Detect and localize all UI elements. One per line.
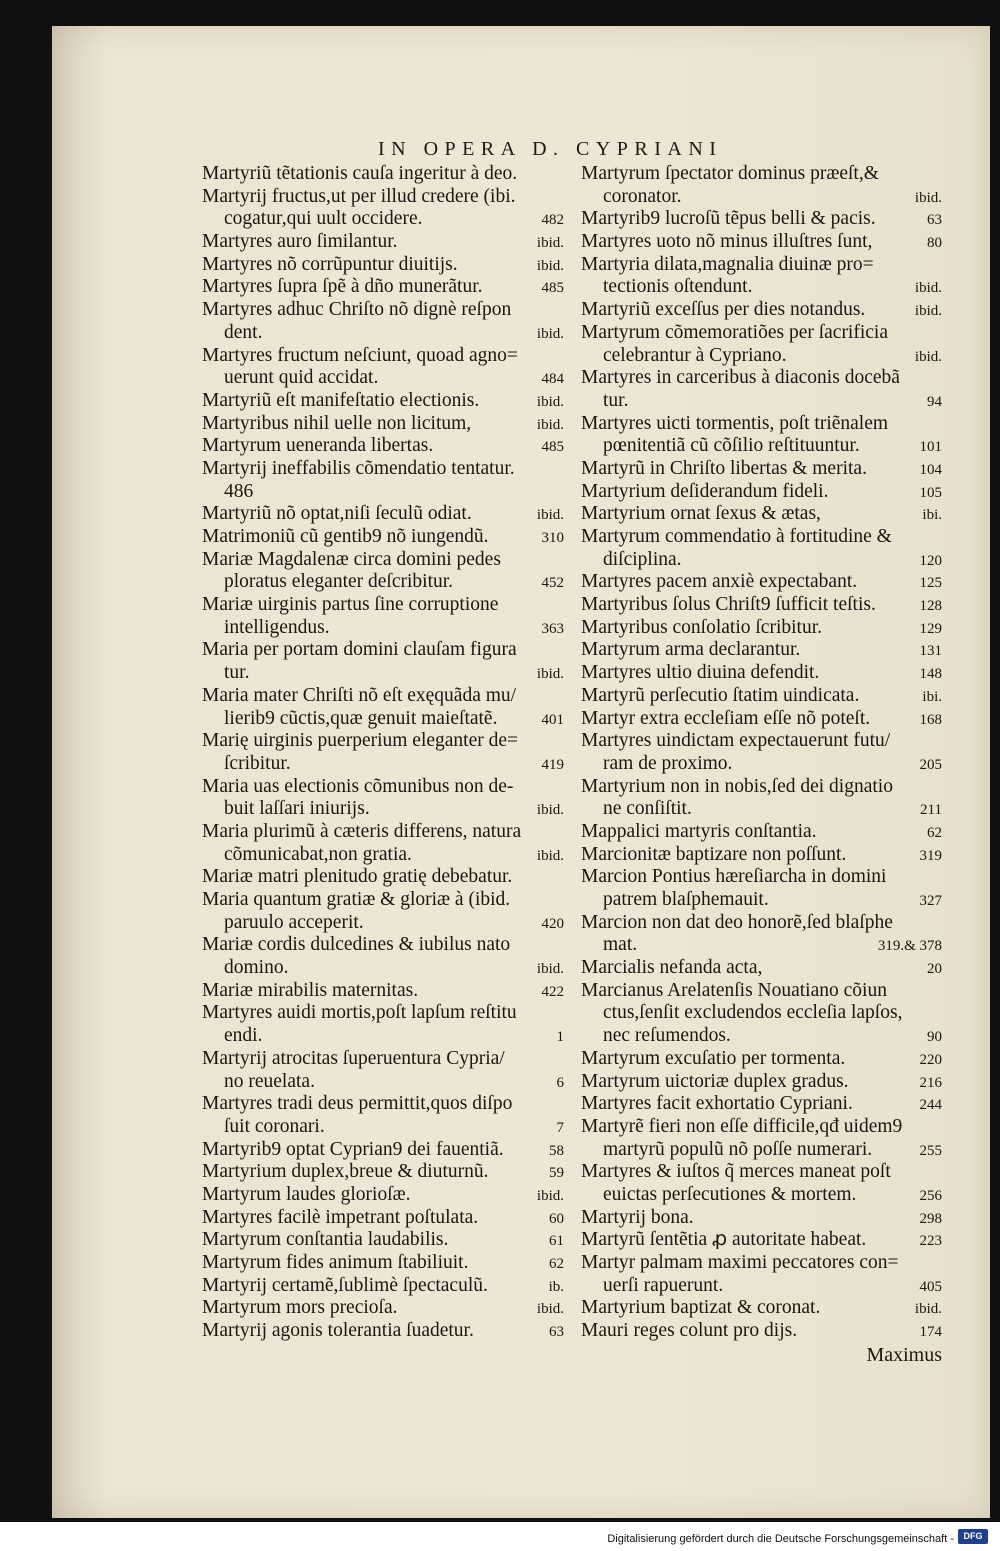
running-header: IN OPERA D. CYPRIANI [378,138,723,160]
index-entry-line [581,367,942,390]
entry-page-ref: 298 [919,1210,942,1227]
index-entry-line [581,1320,942,1343]
index-entry-line [581,299,942,322]
entry-text: intelligendus. [224,616,330,638]
entry-text: Martyrum laudes glorioſæ. [202,1183,411,1205]
entry-page-ref: ibid. [536,393,564,410]
entry-text: paruulo acceperit. [224,911,364,933]
entry-text: Martyriũ nõ optat,niſi ſeculũ odiat. [202,503,472,525]
index-entry-line [202,776,564,799]
entry-text: diſciplina. [603,548,682,570]
entry-page-ref: 255 [919,1142,942,1159]
entry-page-ref: 405 [919,1278,942,1295]
entry-page-ref: 131 [919,643,942,660]
entry-text: Martyrij fructus,ut per illud credere (ibi. [202,185,516,207]
index-entry-line [581,639,942,662]
index-entry-line [581,413,942,436]
entry-text: Martyrum ueneranda libertas. [202,435,434,457]
index-entry-line [581,1139,942,1162]
entry-text: Martyres in carceribus à diaconis docebã [581,367,900,389]
entry-text: Martyrẽ fieri non eſſe difficile,qđ uidem9 [581,1115,903,1137]
entry-text: Martyrum commendatio à fortitudine & [581,526,892,547]
entry-page-ref: 319 [919,847,942,864]
entry-text: Martyrij agonis tolerantia ſuadetur. [202,1320,474,1342]
entry-text: Martyrium duplex,breue & diuturnũ. [202,1161,489,1183]
dfg-logo: DFG [958,1529,988,1544]
entry-text: Maria plurimũ à cæteris differens, natura [202,820,522,842]
entry-text: Martyrij atrocitas ſuperuentura Cypria/ [202,1047,505,1069]
index-entry-line [581,1297,942,1320]
entry-page-ref: 452 [541,575,564,592]
entry-page-ref: 105 [919,484,942,501]
entry-page-ref: ibid. [536,1187,564,1204]
entry-text: 486 [224,480,254,502]
entry-text: Martyr extra eccleſiam eſſe nõ poteſt. [581,707,871,729]
entry-page-ref: ibid. [536,666,564,683]
index-entry-line [581,1184,942,1207]
index-entry-line [202,889,564,912]
index-entry-line [202,617,564,640]
entry-page-ref: ibid. [914,189,942,206]
entry-page-ref: 80 [927,235,942,252]
index-entry-line [202,1048,564,1071]
entry-page-ref: ibi. [922,688,942,705]
index-entry-line [581,549,942,572]
entry-text: uerunt quid accidat. [224,367,379,389]
entry-text: patrem blaſphemauit. [603,889,769,910]
index-entry-line [202,912,564,935]
entry-text: nec reſumendos. [603,1025,731,1047]
index-entry-line [202,1116,564,1139]
entry-text: no reuelata. [224,1070,315,1092]
index-entry-line [581,1071,942,1094]
entry-page-ref: 223 [919,1233,942,1250]
entry-page-ref: ibid. [536,1301,564,1318]
index-entry-line [202,934,564,957]
entry-page-ref: 59 [549,1165,564,1182]
entry-page-ref: ibid. [536,257,564,274]
entry-text: Martyrum uictoriæ duplex gradus. [581,1070,849,1092]
index-entry-line [581,776,942,799]
entry-text: Martyrum conſtantia laudabilis. [202,1229,449,1251]
entry-text: Martyrij bona. [581,1206,694,1228]
entry-page-ref: 148 [919,666,942,683]
entry-page-ref: 420 [541,915,564,932]
entry-page-ref: 7 [556,1119,564,1136]
index-entry-line [581,503,942,526]
index-entry-line [581,821,942,844]
index-entry-line [202,163,564,186]
entry-text: Martyrũ in Chriſto libertas & merita. [581,457,867,479]
entry-text: ploratus eleganter deſcribitur. [224,571,454,593]
entry-text: Maria quantum gratiæ & gloriæ à (ibid. [202,889,511,910]
index-entry-line [581,912,942,935]
index-entry-line [202,549,564,572]
index-column-right [581,163,942,1367]
entry-text: Martyriũ exceſſus per dies notandus. [581,299,866,321]
entry-text: Martyrum cõmemoratiões per ſacrificia [581,321,888,343]
index-entry-line [202,413,564,436]
entry-text: cõmunicabat,non gratia. [224,843,412,865]
entry-text: domino. [224,957,289,979]
entry-page-ref: 90 [927,1029,942,1046]
index-entry-line [581,798,942,821]
entry-text: Martyres uindictam expectauerunt futu/ [581,730,891,752]
entry-text: Martyrij ineffabilis cõmendatio tentatur. [202,457,515,479]
entry-text: Martyrum fides animum ſtabiliuit. [202,1252,469,1273]
entry-text: Martyres fructum neſciunt, quoad agno= [202,344,518,366]
entry-text: euictas perſecutiones & mortem. [603,1183,857,1205]
index-entry-line [581,662,942,685]
index-entry-line [202,1207,564,1230]
index-entry-line [202,844,564,867]
entry-text: Mauri reges colunt pro dijs. [581,1320,798,1342]
entry-text: Martyres & iuſtos q̃ merces maneat poſt [581,1161,891,1183]
entry-page-ref: 168 [919,711,942,728]
entry-page-ref: 101 [919,439,942,456]
entry-page-ref: 62 [549,1256,564,1272]
entry-text: tur. [224,662,250,684]
index-entry-line [202,1071,564,1094]
entry-text: ram de proximo. [603,752,733,774]
entry-text: Martyrum excuſatio per tormenta. [581,1047,846,1069]
entry-page-ref: 244 [919,1097,942,1114]
index-entry-line [581,458,942,481]
entry-text: Martyres uicti tormentis, poſt triẽnalem [581,412,889,434]
entry-page-ref: 216 [919,1074,942,1091]
index-entry-line [581,163,942,186]
index-entry-line [581,730,942,753]
entry-text: Martyribus ſolus Chriſt9 ſufficit teſtis. [581,594,876,616]
index-entry-line [202,571,564,594]
entry-page-ref: ibid. [914,348,942,365]
entry-text: Martyrum ſpectator dominus præeſt,& [581,163,879,184]
index-entry-line [202,730,564,753]
entry-text: Mariæ Magdalenæ circa domini pedes [202,548,501,570]
entry-page-ref: ibid. [536,802,564,819]
entry-page-ref: ibid. [536,416,564,433]
entry-text: Martyrum arma declarantur. [581,639,801,661]
entry-page-ref: 104 [919,461,942,478]
entry-page-ref: ibid. [914,303,942,320]
entry-page-ref: 319.& 378 [877,938,942,955]
entry-page-ref: 6 [556,1074,564,1091]
index-entry-line [581,1207,942,1230]
entry-text: Martyribus conſolatio ſcribitur. [581,616,822,638]
entry-page-ref: ibid. [536,235,564,252]
index-entry-line [202,594,564,617]
entry-text: Martyria dilata,magnalia diuinæ pro= [581,253,874,275]
entry-text: Mappalici martyris conſtantia. [581,820,817,842]
entry-text: mat. [603,934,638,956]
index-entry-line [202,708,564,731]
entry-text: Maria uas electionis cõmunibus non de- [202,775,514,797]
entry-page-ref: 363 [541,620,564,637]
index-entry-line [202,208,564,231]
index-entry-line [202,1025,564,1048]
entry-text: Martyrium ornat ſexus & ætas, [581,503,821,525]
entry-page-ref: 422 [541,983,564,1000]
entry-text: Martyrum mors precioſa. [202,1297,398,1319]
index-entry-line [581,526,942,549]
index-entry-line [202,1161,564,1184]
entry-text: Martyrium baptizat & coronat. [581,1297,821,1319]
entry-text: Martyres ſupra ſpẽ à dño munerãtur. [202,276,483,298]
entry-page-ref: 220 [919,1051,942,1068]
index-entry-line [581,435,942,458]
entry-page-ref: 256 [919,1187,942,1204]
entry-text: Martyres auidi mortis,poſt lapſum reſtitu [202,1002,517,1024]
index-entry-line [581,957,942,980]
entry-page-ref: 485 [541,439,564,456]
entry-page-ref: 63 [927,212,942,229]
index-entry-line [581,889,942,912]
entry-text: Martyrũ perſecutio ſtatim uindicata. [581,684,860,706]
entry-page-ref: ibid. [914,280,942,297]
entry-page-ref: 129 [919,620,942,637]
entry-page-ref: 327 [919,893,942,909]
entry-page-ref: 401 [541,711,564,728]
index-entry-line [202,1139,564,1162]
footer-credit: Digitalisierung gefördert durch die Deutsche Forschungsgemeinschaft - [607,1533,954,1545]
entry-page-ref: 1 [556,1029,564,1046]
entry-text: Martyrib9 optat Cyprian9 dei fauentiã. [202,1138,504,1160]
entry-text: Martyriũ tẽtationis cauſa ingeritur à deo. [202,163,518,184]
entry-text: Martyres facilè impetrant poſtulata. [202,1206,479,1228]
entry-text: Martyres facit exhortatio Cypriani. [581,1093,853,1115]
entry-page-ref: 485 [541,280,564,297]
index-entry-line [202,1297,564,1320]
entry-page-ref: 61 [549,1233,564,1250]
entry-text: Maria per portam domini clauſam figura [202,639,517,661]
index-entry-line [581,753,942,776]
index-entry-line [202,458,564,481]
entry-text: ſcribitur. [224,752,291,774]
index-entry-line [581,1025,942,1048]
index-entry-line [202,526,564,549]
entry-page-ref: 482 [541,212,564,229]
entry-text: martyrũ populũ nõ poſſe numerari. [603,1138,873,1160]
entry-page-ref: ibi. [922,507,942,524]
index-entry-line [202,231,564,254]
index-entry-line [202,1229,564,1252]
index-entry-line [202,481,564,504]
index-entry-line [581,1229,942,1252]
index-entry-line [202,866,564,889]
entry-text: Martyres pacem anxiè expectabant. [581,571,858,593]
index-entry-line [202,1184,564,1207]
entry-page-ref: ibid. [536,325,564,342]
entry-text: buit laſſari iniurijs. [224,798,370,820]
catchword: Maximus [866,1343,942,1366]
entry-page-ref: 128 [919,598,942,615]
index-entry-line [202,503,564,526]
entry-page-ref: 310 [541,530,564,546]
index-entry-line [581,1252,942,1275]
entry-text: Martyribus nihil uelle non licitum, [202,412,472,434]
index-entry-line [202,1002,564,1025]
index-entry-line [202,980,564,1003]
index-entry-line [581,254,942,277]
entry-page-ref: 211 [920,802,942,819]
entry-page-ref: 58 [549,1142,564,1159]
entry-text: Martyrib9 lucroſũ tẽpus belli & pacis. [581,208,876,230]
index-entry-line [581,1048,942,1071]
index-entry-line [202,1320,564,1343]
index-entry-line [581,481,942,504]
index-entry-line [581,1002,942,1025]
entry-text: Marcion Pontius hæreſiarcha in domini [581,866,887,888]
entry-page-ref: ib. [548,1278,564,1295]
index-entry-line [581,617,942,640]
entry-page-ref: 62 [927,824,942,841]
index-entry-line [581,1161,942,1184]
index-entry-line [581,685,942,708]
entry-text: Maria mater Chriſti nõ eſt exęquãda mu/ [202,684,517,706]
entry-text: Marcianus Arelatenſis Nouatiano cõiun [581,979,887,1001]
index-entry-line [581,708,942,731]
entry-text: Mariæ uirginis partus ſine corruptione [202,594,499,616]
entry-text: Martyr palmam maximi peccatores con= [581,1252,899,1273]
entry-text: ne conſiſtit. [603,798,692,820]
entry-text: Martyres tradi deus permittit,quos diſpo [202,1093,513,1115]
index-entry-line [581,594,942,617]
entry-text: celebrantur à Cypriano. [603,344,787,366]
entry-page-ref: 94 [927,393,942,410]
index-entry-line [202,798,564,821]
index-entry-line [202,254,564,277]
index-entry-line [202,322,564,345]
index-entry-line [202,639,564,662]
entry-text: coronator. [603,185,682,207]
index-entry-line [202,1252,564,1275]
entry-text: dent. [224,321,263,343]
entry-text: Martyres nõ corrũpuntur diuitijs. [202,253,458,275]
entry-text: Martyres uoto nõ minus illuſtres ſunt, [581,231,873,253]
index-entry-line [581,276,942,299]
index-entry-line [202,276,564,299]
entry-page-ref: ibid. [536,961,564,978]
index-entry-line [202,821,564,844]
entry-page-ref: 205 [919,756,942,773]
entry-text: ctus,ſenſit excludendos eccleſia lapſos, [603,1002,903,1024]
entry-text: pœnitentiã cũ cõſilio reſtituuntur. [603,435,860,457]
entry-page-ref: ibid. [914,1301,942,1318]
entry-text: tur. [603,389,629,411]
index-entry-line [202,367,564,390]
entry-text: Mariæ matri plenitudo gratię debebatur. [202,866,513,888]
entry-text: endi. [224,1025,263,1047]
index-entry-line [581,390,942,413]
index-entry-line [581,866,942,889]
index-entry-line [581,231,942,254]
entry-text: tectionis oſtendunt. [603,276,753,298]
entry-text: Martyres adhuc Chriſto nõ dignè reſpon [202,299,512,321]
entry-text: Mariæ cordis dulcedines & iubilus nato [202,934,511,956]
entry-text: ſuit coronari. [224,1115,325,1137]
index-entry-line [581,980,942,1003]
entry-page-ref: 63 [549,1324,564,1341]
index-entry-line [581,1093,942,1116]
entry-text: Martyriũ eſt manifeſtatio electionis. [202,389,480,411]
entry-text: Matrimoniũ cũ gentib9 nõ iungendũ. [202,526,489,547]
index-entry-line [581,322,942,345]
index-entry-line [581,208,942,231]
index-entry-line [581,1116,942,1139]
entry-text: Martyrij certamẽ,ſublimè ſpectaculũ. [202,1274,488,1296]
entry-text: Martyres auro ſimilantur. [202,231,398,253]
index-entry-line [202,345,564,368]
entry-text: Marcion non dat deo honorẽ,ſed blaſphe [581,911,893,933]
entry-page-ref: 60 [549,1210,564,1227]
entry-text: uerſi rapuerunt. [603,1274,724,1296]
index-entry-line [202,299,564,322]
index-entry-line [581,934,942,957]
entry-text: Marcialis nefanda acta, [581,957,763,979]
entry-page-ref: 120 [919,552,942,569]
index-entry-line [202,1093,564,1116]
entry-text: Marcionitæ baptizare non poſſunt. [581,843,847,865]
entry-page-ref: ibid. [536,847,564,864]
entry-text: Marię uirginis puerperium eleganter de= [202,730,519,752]
entry-page-ref: 125 [919,575,942,592]
index-entry-line [202,435,564,458]
index-entry-line [581,571,942,594]
entry-page-ref: 20 [927,961,942,978]
index-entry-line [202,685,564,708]
index-entry-line [202,957,564,980]
entry-text: cogatur,qui uult occidere. [224,208,423,230]
entry-text: lierib9 cũctis,quæ genuit maieſtatẽ. [224,707,498,729]
entry-text: Martyrium deſiderandum fideli. [581,480,829,502]
index-entry-line [581,1275,942,1298]
index-entry-line [202,186,564,209]
entry-text: Martyrũ ſentẽtia ꝓ autoritate habeat. [581,1229,867,1251]
entry-page-ref: 174 [919,1324,942,1341]
index-entry-line [202,1275,564,1298]
index-entry-line [202,390,564,413]
index-entry-line [202,753,564,776]
index-entry-line [581,844,942,867]
entry-text: Mariæ mirabilis maternitas. [202,979,419,1001]
index-column-left [202,163,564,1343]
entry-page-ref: ibid. [536,507,564,524]
entry-page-ref: 484 [541,371,564,388]
index-entry-line [581,345,942,368]
index-entry-line [202,662,564,685]
entry-text: Martyrium non in nobis,ſed dei dignatio [581,775,893,797]
index-entry-line [581,186,942,209]
entry-page-ref: 419 [541,756,564,773]
entry-text: Martyres ultio diuina defendit. [581,662,820,684]
